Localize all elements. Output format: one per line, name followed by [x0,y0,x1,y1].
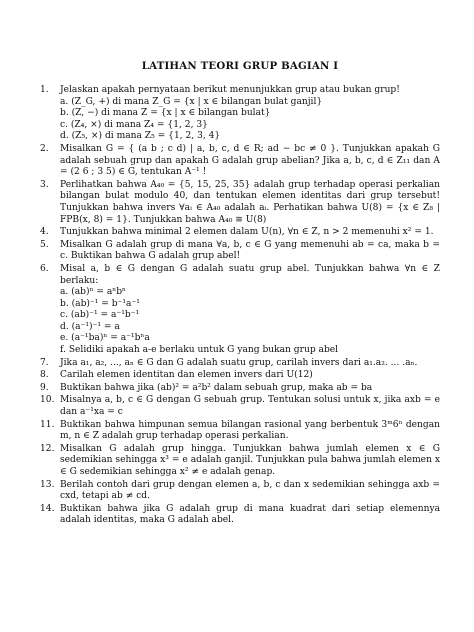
problem-text: Misalnya a, b, c ∈ G dengan G sebuah grup. Tentukan solusi untuk x, jika axb = e dan a⁻¹xa = c [60,395,440,418]
problem-body [60,358,440,370]
problem-number: 11. [40,419,55,430]
problem-text: Buktikan bahwa jika G adalah grup di mana kuadrat dari setiap elemennya adalah identitas, maka G adalah abel. [60,503,440,526]
sub-question: e. (a⁻¹ba)ⁿ = a⁻¹bⁿa [60,333,150,344]
problem-item [40,504,440,527]
sub-question: d. (a⁻¹)⁻¹ = a [60,321,120,332]
problem-item [40,444,440,479]
problem-item [40,383,440,395]
problem-text: Berilah contoh dari grup dengan elemen a, b, c dan x sedemikian sehingga axb = cxd, tetapi ab ≠ cd. [60,479,440,502]
problem-text: Misal a, b ∈ G dengan G adalah suatu grup abel. Tunjukkan bahwa ∀n ∈ Z berlaku: [60,263,440,286]
problem-item [40,480,440,503]
sub-question: a. (Z_G, +) di mana Z_G = {x | x ∈ bilangan bulat ganjil} [60,96,323,107]
problem-number: 6. [40,263,49,274]
problem-number: 12. [40,443,55,454]
problem-item [40,420,440,443]
problem-body [60,444,440,479]
problem-item [40,240,440,263]
problem-item [40,227,440,239]
problem-item [40,85,440,143]
problem-body [60,370,440,382]
problem-item [40,370,440,382]
problem-body [60,420,440,443]
problem-item [40,358,440,370]
problem-text: Misalkan G adalah grup di mana ∀a, b, c ∈ G yang memenuhi ab = ca, maka b = c. Buktikan bahwa G adalah grup abel! [60,239,440,262]
document-title: LATIHAN TEORI GRUP BAGIAN I [141,60,339,72]
problem-number: 8. [40,370,49,381]
problem-number: 10. [40,395,55,406]
problem-body [60,85,440,143]
sub-question: c. (ab)⁻¹ = a⁻¹b⁻¹ [60,310,140,321]
problem-body [60,227,440,239]
problem-text: Jika a₁, a₂, ..., aₙ ∈ G dan G adalah suatu grup, carilah invers dari a₁.a₂. ... .aₙ. [60,357,418,368]
problem-body [60,480,440,503]
problem-text: Perlihatkan bahwa A₄₀ = {5, 15, 25, 35} adalah grup terhadap operasi perkalian bilangan bulat modulo 40, dan tentukan elemen identitas dari grup tersebut! Tunjukkan bahwa invers ∀aᵢ ∈ A₄₀ adalah aᵢ. Perhatikan bahwa U(8) = {x ∈ Z₈ | FPB(x, 8) = 1}. Tunjukkan bahwa A₄₀ ≅ U(8) [60,179,440,225]
problem-text: Misalkan G adalah grup hingga. Tunjukkan bahwa jumlah elemen x ∈ G sedemikian sehingga x³ = e adalah ganjil. Tunjukkan pula bahwa jumlah elemen x ∈ G sedemikian sehingga x² ≠ e adalah genap. [60,443,440,477]
problem-number: 3. [40,179,49,190]
problem-item [40,395,440,418]
problem-body [60,144,440,179]
problem-text: Carilah elemen identitan dan elemen invers dari U(12) [60,370,313,381]
problem-item [40,180,440,226]
problem-number: 1. [40,85,49,95]
sub-question: b. (Z, −) di mana Z = {x | x ∈ bilangan bulat} [60,108,271,119]
problem-item [40,264,440,357]
problem-number: 14. [40,503,55,514]
problem-body [60,180,440,226]
problem-number: 5. [40,239,49,250]
problem-body [60,240,440,263]
problem-list [40,85,440,527]
sub-question-list [60,97,440,143]
problem-text: Jelaskan apakah pernyataan berikut menunjukkan grup atau bukan grup! [60,85,400,95]
problem-number: 2. [40,143,49,154]
sub-question: a. (ab)ⁿ = aⁿbⁿ [60,287,126,298]
sub-question: b. (ab)⁻¹ = b⁻¹a⁻¹ [60,298,140,309]
problem-body [60,264,440,357]
problem-number: 7. [40,357,49,368]
problem-item [40,144,440,179]
sub-question: f. Selidiki apakah a-e berlaku untuk G yang bukan grup abel [60,345,339,356]
problem-text: Buktikan bahwa himpunan semua bilangan rasional yang berbentuk 3ᵐ6ⁿ dengan m, n ∈ Z adalah grup terhadap operasi perkalian. [60,419,440,442]
problem-number: 4. [40,227,49,238]
sub-question-list [60,287,440,357]
problem-body [60,383,440,395]
sub-question: d. (Z₅, ×) di mana Z₅ = {1, 2, 3, 4} [60,131,221,142]
problem-body [60,504,440,527]
problem-number: 13. [40,479,55,490]
problem-text: Buktikan bahwa jika (ab)² = a²b² dalam sebuah grup, maka ab = ba [60,382,373,393]
problem-text: Tunjukkan bahwa minimal 2 elemen dalam U(n), ∀n ∈ Z, n > 2 memenuhi x² = 1. [60,227,434,238]
problem-text: Misalkan G = { (a b ; c d) | a, b, c, d ∈ R; ad − bc ≠ 0 }. Tunjukkan apakah G adalah sebuah grup dan apakah G adalah grup abelian? Jika a, b, c, d ∈ Z₁₁ dan A = (2 6 ; 3 5) ∈ G, tentukan A⁻¹ ! [60,143,440,178]
problem-number: 9. [40,382,49,393]
problem-body [60,395,440,418]
sub-question: c. (Z₄, ×) di mana Z₄ = {1, 2, 3} [60,119,208,130]
